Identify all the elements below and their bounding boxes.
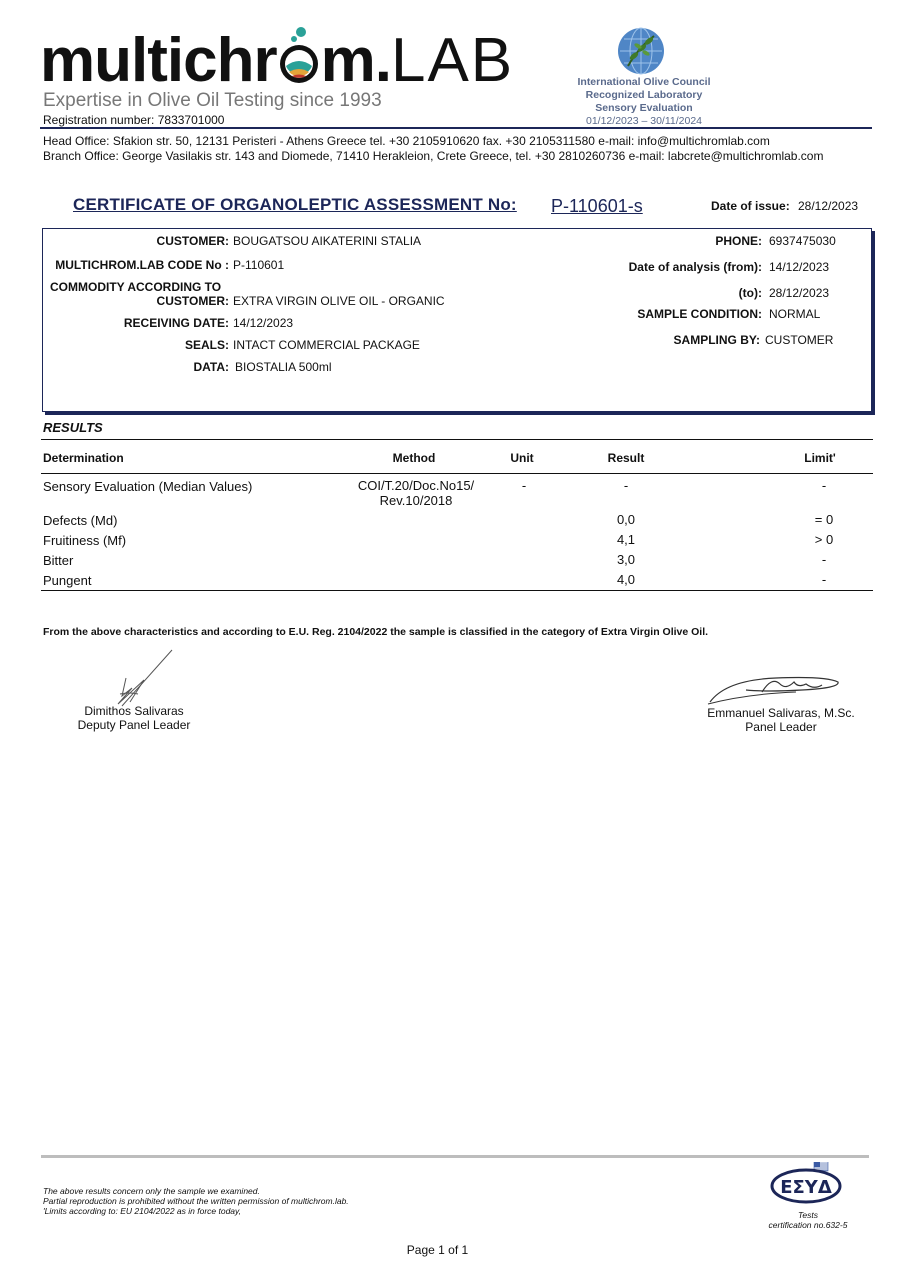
- deputy-name: Dimithos Salivaras: [84, 704, 184, 718]
- row-limit: = 0: [814, 512, 834, 527]
- row-result: 4,1: [616, 532, 636, 547]
- panel-leader-name: Emmanuel Salivaras, M.Sc.: [707, 706, 855, 720]
- deputy-title: Deputy Panel Leader: [77, 718, 191, 732]
- issue-date-label: Date of issue:: [711, 199, 790, 213]
- seals-value: INTACT COMMERCIAL PACKAGE: [233, 338, 420, 352]
- ioc-line-3: Sensory Evaluation: [595, 102, 693, 114]
- sample-condition-label: SAMPLE CONDITION:: [637, 307, 762, 321]
- classification-conclusion: From the above characteristics and according to E.U. Reg. 2104/2022 the sample is classified in the category of Extra Virgin Olive Oil.: [43, 626, 709, 638]
- footer-note-2: Partial reproduction is prohibited without the written permission of multichrom.lab.: [43, 1196, 349, 1206]
- header-unit: Unit: [510, 451, 534, 465]
- footer-note-3: 'Limits according to: EU 2104/2022 as in force today,: [43, 1206, 242, 1216]
- row-result: 0,0: [616, 512, 636, 527]
- analysis-to-label: (to):: [738, 286, 762, 300]
- footer-note-1: The above results concern only the sample we examined.: [43, 1186, 260, 1196]
- sensory-method: [336, 478, 496, 508]
- results-header-rule: [41, 473, 873, 474]
- sensory-determination: Sensory Evaluation (Median Values): [43, 479, 253, 494]
- sensory-method-line-1: COI/T.20/Doc.No15/: [357, 478, 475, 493]
- code-value: P-110601: [233, 258, 285, 272]
- esyd-logo-icon: [770, 1162, 844, 1204]
- receiving-date-value: 14/12/2023: [233, 316, 294, 330]
- header-limit: Limit': [804, 451, 836, 465]
- row-determination: Pungent: [43, 573, 92, 588]
- logo-lab: LAB: [390, 26, 515, 95]
- ioc-dates: 01/12/2023 – 30/11/2024: [586, 115, 702, 127]
- issue-date-value: 28/12/2023: [798, 199, 859, 213]
- head-office-address: Head Office: Sfakion str. 50, 12131 Peristeri - Athens Greece tel. +30 2105910620 fax. +30 2105311580 e-mail: info@multichromlab.com: [43, 134, 770, 148]
- sensory-unit: -: [521, 478, 527, 493]
- certificate-number: P-110601-s: [551, 196, 643, 216]
- row-limit: > 0: [814, 532, 834, 547]
- logo-flask-icon: [277, 32, 321, 88]
- results-title: RESULTS: [43, 420, 103, 435]
- results-bottom-rule: [41, 590, 873, 591]
- analysis-to-value: 28/12/2023: [769, 286, 830, 300]
- header-method: Method: [392, 451, 436, 465]
- commodity-label-line-1: COMMODITY ACCORDING TO: [50, 280, 222, 294]
- row-result: 4,0: [616, 572, 636, 587]
- data-label: DATA:: [193, 360, 229, 374]
- panel-leader-title: Panel Leader: [745, 720, 817, 734]
- customer-value: BOUGATSOU AIKATERINI STALIA: [233, 234, 422, 248]
- footer-divider: [41, 1155, 869, 1158]
- branch-office-address: Branch Office: George Vasilakis str. 143 and Diomede, 71410 Herakleion, Crete Greece, tel. +30 2810260736 e-mail: labcrete@multichromlab.com: [43, 149, 824, 163]
- ioc-recognition: [560, 76, 728, 128]
- esyd-line-2: certification no.632-5: [768, 1220, 848, 1230]
- header-determination: Determination: [43, 451, 124, 465]
- esyd-line-1: Tests: [797, 1210, 818, 1220]
- seals-label: SEALS:: [184, 338, 229, 352]
- sample-condition-value: NORMAL: [769, 307, 821, 321]
- row-determination: Bitter: [43, 553, 74, 568]
- row-result: 3,0: [616, 552, 636, 567]
- sensory-method-line-2: Rev.10/2018: [379, 493, 453, 508]
- phone-value: 6937475030: [769, 234, 836, 248]
- panel-leader-signature-icon: [706, 668, 846, 708]
- analysis-from-label: Date of analysis (from):: [628, 260, 762, 274]
- row-limit: -: [821, 572, 827, 587]
- header-divider: [40, 127, 872, 129]
- row-determination: Defects (Md): [43, 513, 118, 528]
- page-number: Page 1 of 1: [406, 1243, 469, 1257]
- row-limit: -: [821, 552, 827, 567]
- certificate-title: CERTIFICATE OF ORGANOLEPTIC ASSESSMENT No:: [73, 195, 517, 214]
- logo-m: m: [320, 26, 375, 95]
- sensory-limit: -: [821, 478, 827, 493]
- sampling-by-value: CUSTOMER: [765, 333, 834, 347]
- commodity-value: EXTRA VIRGIN OLIVE OIL - ORGANIC: [233, 294, 445, 308]
- analysis-from-value: 14/12/2023: [769, 260, 830, 274]
- sampling-by-label: SAMPLING BY:: [673, 333, 760, 347]
- header-result: Result: [607, 451, 645, 465]
- esyd-certification: [748, 1210, 868, 1230]
- logo-dot: .: [374, 26, 391, 95]
- receiving-date-label: RECEIVING DATE:: [123, 316, 229, 330]
- sensory-result: -: [623, 478, 629, 493]
- results-top-rule: [41, 439, 873, 440]
- ioc-line-1: International Olive Council: [577, 76, 711, 88]
- esyd-logo-text: ΕΣΥΔ: [780, 1177, 832, 1198]
- ioc-globe-icon: [616, 26, 666, 76]
- data-value: BIOSTALIA 500ml: [235, 360, 332, 374]
- tagline: Expertise in Olive Oil Testing since 1993: [43, 90, 382, 111]
- customer-label: CUSTOMER:: [156, 234, 229, 248]
- registration-number: Registration number: 7833701000: [43, 113, 225, 127]
- logo-main: multichr: [40, 26, 277, 95]
- phone-label: PHONE:: [715, 234, 762, 248]
- logo-wordmark: [40, 26, 514, 96]
- commodity-label-line-2: CUSTOMER:: [156, 294, 229, 308]
- row-determination: Fruitiness (Mf): [43, 533, 127, 548]
- code-label: MULTICHROM.LAB CODE No :: [55, 258, 229, 272]
- ioc-line-2: Recognized Laboratory: [585, 89, 703, 101]
